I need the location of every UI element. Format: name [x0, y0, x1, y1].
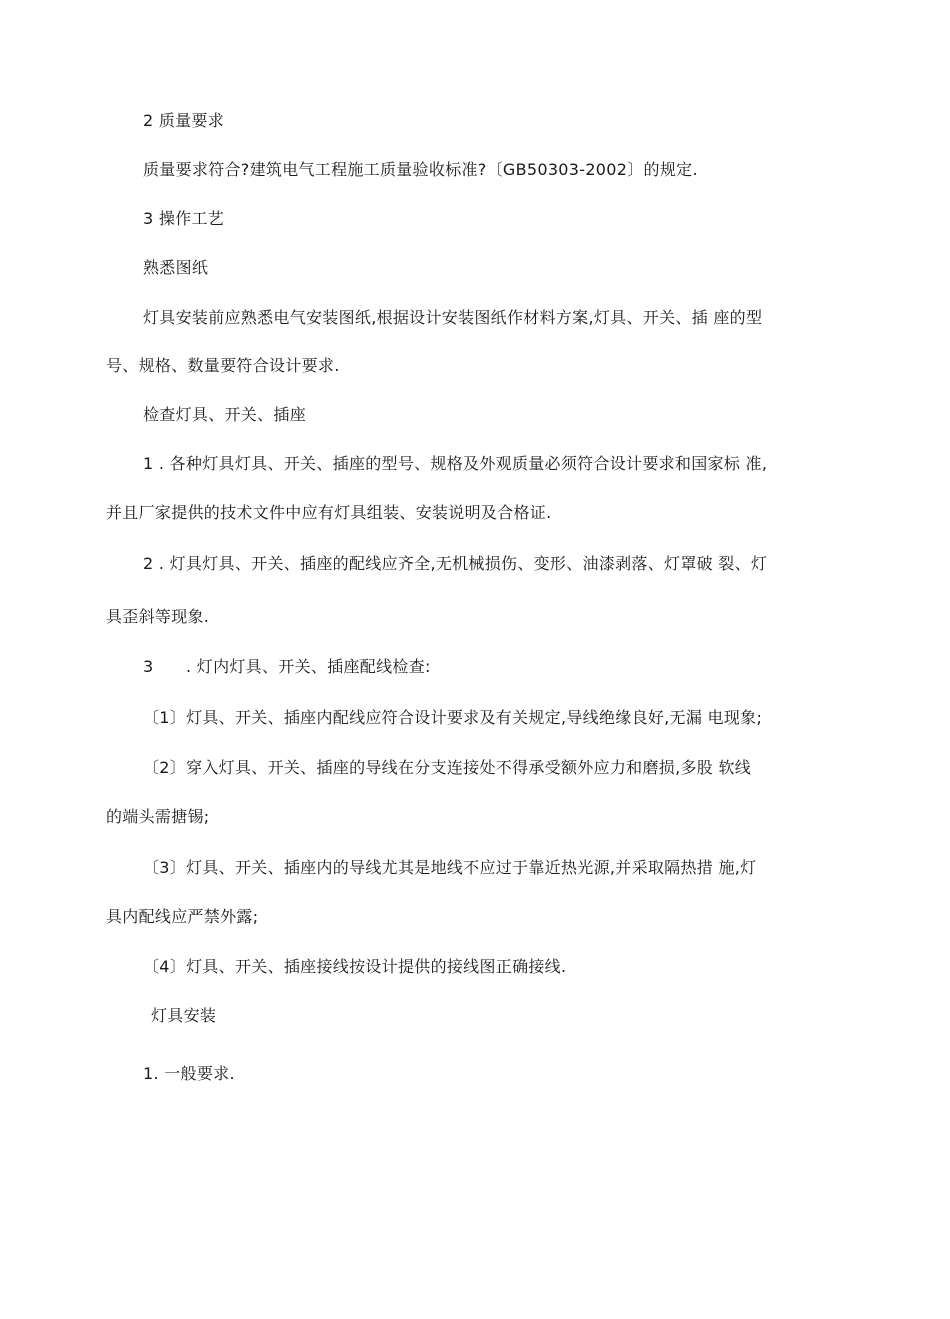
item-2-line1: 2 . 灯具灯具、开关、插座的配线应齐全,无机械损伤、变形、油漆剥落、灯罩破 裂、灯 [143, 554, 768, 573]
subitem-2-line1: 〔2〕穿入灯具、开关、插座的导线在分支连接处不得承受额外应力和磨损,多股 软线 [143, 758, 752, 777]
subheading-drawings: 熟悉图纸 [143, 258, 209, 277]
subitem-2-line2: 的端头需搪锡; [106, 807, 210, 826]
section-heading-process: 3 操作工艺 [143, 209, 225, 228]
item-3-number: 3 [143, 657, 154, 676]
subheading-inspection: 检查灯具、开关、插座 [143, 405, 307, 424]
item-2-line2: 具歪斜等现象. [106, 607, 210, 626]
section-heading-quality: 2 质量要求 [143, 111, 225, 130]
subitem-3-line2: 具内配线应严禁外露; [106, 907, 259, 926]
item-1-line1: 1 . 各种灯具灯具、开关、插座的型号、规格及外观质量必须符合设计要求和国家标 准, [143, 454, 768, 473]
subheading-installation: 灯具安装 [151, 1006, 217, 1025]
installation-item-1: 1. 一般要求. [143, 1064, 235, 1083]
paragraph-drawings-line1: 灯具安装前应熟悉电气安装图纸,根据设计安装图纸作材料方案,灯具、开关、插 座的型 [143, 308, 763, 327]
subitem-3-line1: 〔3〕灯具、开关、插座内的导线尤其是地线不应过于靠近热光源,并采取隔热措 施,灯 [143, 858, 757, 877]
paragraph-drawings-line2: 号、规格、数量要符合设计要求. [106, 356, 340, 375]
paragraph-quality-standard: 质量要求符合?建筑电气工程施工质量验收标准?〔GB50303-2002〕的规定. [143, 160, 698, 179]
item-3-text: . 灯内灯具、开关、插座配线检查: [186, 657, 431, 676]
item-1-line2: 并且厂家提供的技术文件中应有灯具组装、安装说明及合格证. [106, 503, 552, 522]
subitem-1: 〔1〕灯具、开关、插座内配线应符合设计要求及有关规定,导线绝缘良好,无漏 电现象; [143, 708, 763, 727]
subitem-4: 〔4〕灯具、开关、插座接线按设计提供的接线图正确接线. [143, 957, 567, 976]
